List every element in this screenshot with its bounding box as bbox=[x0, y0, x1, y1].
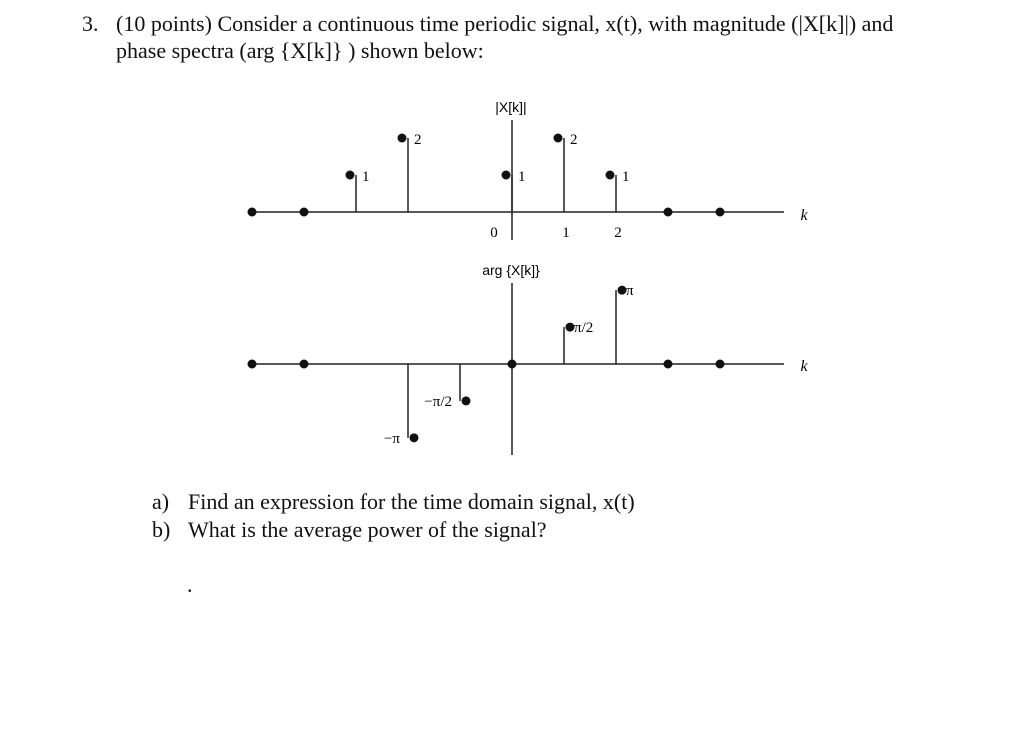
problem-line-1: (10 points) Consider a continuous time periodic signal, x(t), with magnitude (|X[k]|) and bbox=[116, 11, 894, 36]
phase-point-8 bbox=[716, 360, 725, 369]
magnitude-point-1 bbox=[300, 208, 309, 217]
magnitude-point-2 bbox=[346, 171, 355, 180]
question-b-label: b) bbox=[152, 517, 171, 542]
magnitude-value-label-2: 1 bbox=[362, 169, 370, 185]
question-a bbox=[152, 488, 635, 516]
magnitude-plot bbox=[248, 99, 809, 241]
magnitude-point-0 bbox=[248, 208, 257, 217]
phase-value-label-2: −π bbox=[383, 430, 400, 447]
phase-point-0 bbox=[248, 360, 257, 369]
magnitude-point-3 bbox=[398, 134, 407, 143]
magnitude-point-5 bbox=[554, 134, 563, 143]
problem-number: 3. bbox=[82, 11, 99, 36]
question-b-text: What is the average power of the signal? bbox=[188, 517, 547, 542]
phase-value-label-6: π bbox=[626, 283, 634, 300]
question-a-label: a) bbox=[152, 489, 170, 514]
phase-point-7 bbox=[664, 360, 673, 369]
magnitude-point-4 bbox=[502, 171, 511, 180]
phase-plot bbox=[248, 262, 809, 455]
trailing-dot: . bbox=[187, 572, 193, 597]
phase-value-label-3: −π/2 bbox=[424, 393, 452, 410]
magnitude-tick-2: 2 bbox=[614, 225, 622, 241]
magnitude-value-label-5: 2 bbox=[570, 132, 578, 148]
question-b bbox=[152, 516, 635, 544]
phase-point-1 bbox=[300, 360, 309, 369]
phase-point-3 bbox=[462, 396, 471, 405]
question-a-text: Find an expression for the time domain signal, x(t) bbox=[188, 489, 635, 514]
phase-k-label: k bbox=[800, 358, 808, 375]
magnitude-point-8 bbox=[716, 208, 725, 217]
phase-point-4 bbox=[508, 360, 517, 369]
magnitude-k-label: k bbox=[800, 207, 808, 224]
phase-axis-title: arg {X[k]} bbox=[482, 262, 540, 278]
magnitude-value-label-6: 1 bbox=[622, 169, 630, 185]
magnitude-point-6 bbox=[606, 171, 615, 180]
magnitude-point-7 bbox=[664, 208, 673, 217]
magnitude-tick-0: 0 bbox=[490, 225, 498, 241]
magnitude-axis-title: |X[k]| bbox=[495, 99, 527, 115]
questions bbox=[152, 488, 635, 544]
magnitude-value-label-4: 1 bbox=[518, 169, 526, 185]
phase-value-label-5: π/2 bbox=[574, 320, 594, 337]
phase-point-2 bbox=[410, 433, 419, 442]
problem-line-2: phase spectra (arg {X[k]} ) shown below: bbox=[116, 38, 484, 63]
magnitude-value-label-3: 2 bbox=[414, 132, 422, 148]
magnitude-tick-1: 1 bbox=[562, 225, 570, 241]
